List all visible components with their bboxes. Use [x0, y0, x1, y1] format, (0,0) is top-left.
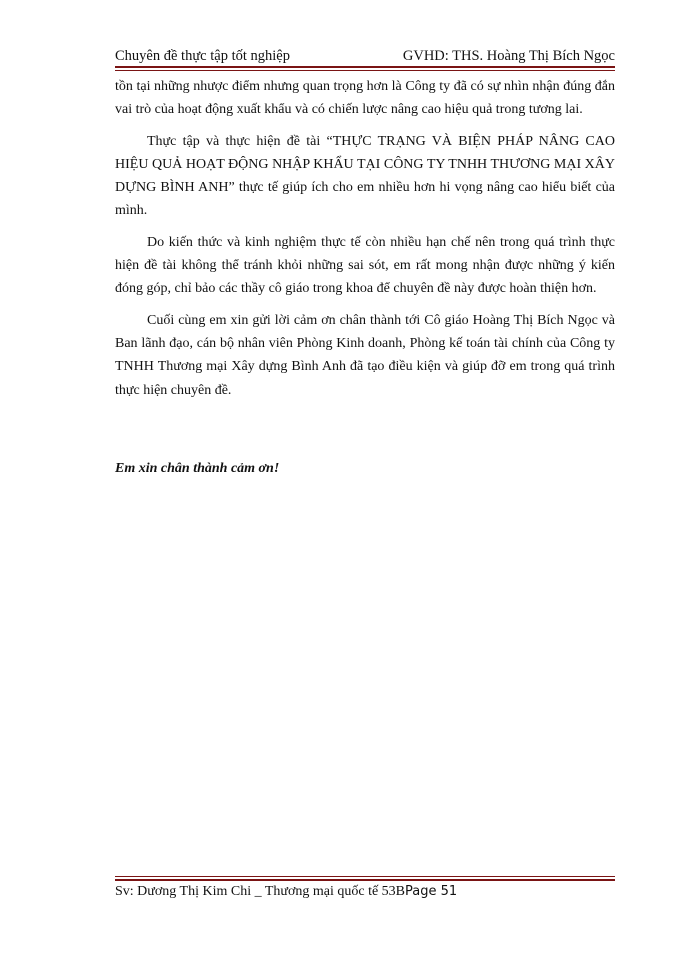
paragraph-4: Cuối cùng em xin gửi lời cảm ơn chân thành tới Cô giáo Hoàng Thị Bích Ngọc và Ban lãnh đạo, cán bộ nhân viên Phòng Kinh doanh, Phòng kế toán tài chính của Công ty TNHH Thương mại Xây dựng Bình Anh đã tạo điều kiện và giúp đỡ em trong quá trình thực hiện chuyên đề. [115, 312, 615, 398]
footer-student: Sv: Dương Thị Kim Chi _ Thương mại quốc tế 53B [115, 884, 406, 899]
page-number: Page 51 [405, 884, 458, 899]
footer-rule-thick [115, 879, 615, 881]
page-header [115, 40, 615, 68]
footer-rule-thin [115, 876, 615, 877]
header-rule-thick [115, 66, 615, 68]
header-title: Chuyên đề thực tập tốt nghiệp [115, 48, 290, 64]
body-text [115, 75, 615, 410]
header-rule-thin [115, 70, 615, 71]
paragraph-2: Thực tập và thực hiện đề tài “THỰC TRẠNG VÀ BIỆN PHÁP NÂNG CAO HIỆU QUẢ HOẠT ĐỘNG NHẬP KHẨU TẠI CÔNG TY TNHH THƯƠNG MẠI XÂY DỰNG BÌNH ANH” thực tế giúp ích cho em nhiều hơn hi vọng nâng cao hiểu biết của mình. [115, 133, 615, 219]
closing-thanks: Em xin chân thành cảm ơn! [115, 461, 280, 476]
header-supervisor: GVHD: THS. Hoàng Thị Bích Ngọc [402, 48, 615, 64]
page-footer [115, 884, 615, 904]
paragraph-3: Do kiến thức và kinh nghiệm thực tế còn nhiều hạn chế nên trong quá trình thực hiện đề tài không thể tránh khỏi những sai sót, em rất mong nhận được những ý kiến đóng góp, chỉ bảo các thầy cô giáo trong khoa để chuyên đề này được hoàn thiện hơn. [115, 234, 615, 297]
paragraph-1: tồn tại những nhược điểm nhưng quan trọng hơn là Công ty đã có sự nhìn nhận đúng đắn vai trò của hoạt động xuất khẩu và có chiến lược nâng cao hiệu quả trong tương lai. [115, 79, 615, 118]
